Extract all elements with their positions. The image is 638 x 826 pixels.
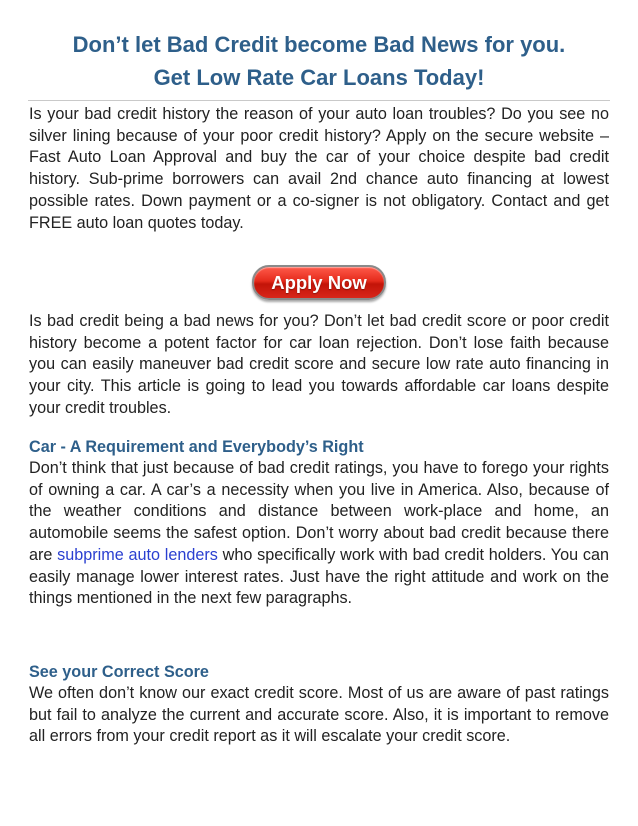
page-title <box>26 28 612 94</box>
intro-paragraph: Is your bad credit history the reason of your auto loan troubles? Do you see no silver lining because of your poor credit history? Apply on the secure website – Fast Auto Loan Approval and buy the car of your choice despite bad credit history. Sub-prime borrowers can avail 2nd chance auto financing at lowest possible rates. Down payment or a co-signer is not obligatory. Contact and get FREE auto loan quotes today. <box>29 105 609 232</box>
title-divider <box>28 100 610 101</box>
section-text-after-link: who specifically work with bad credit holders. You can easily manage lower interest rates. Just have the right attitude and work on the things mentioned in the next few paragraphs. <box>29 545 609 608</box>
section-paragraph-correct-score: We often don’t know our exact credit score. Most of us are aware of past ratings but fail to analyze the current and accurate score. Also, it is important to remove all errors from your credit report as it will escalate your credit score. <box>29 684 609 746</box>
title-line-1: Don’t let Bad Credit become Bad News for you. <box>72 32 566 57</box>
title-line-2: Get Low Rate Car Loans Today! <box>153 65 485 90</box>
section-text-before-link: Don’t think that just because of bad credit ratings, you have to forego your rights of owning a car. A car’s a necessity when you live in America. Also, because of the weather conditions and distance between work-place and home, an automobile seems the safest option. Don’t worry about bad credit because there are <box>29 459 609 564</box>
subprime-auto-lenders-link[interactable]: subprime auto lenders <box>57 545 218 564</box>
second-paragraph: Is bad credit being a bad news for you? Don’t let bad credit score or poor credit history become a potent factor for car loan rejection. Don’t lose faith because you can easily maneuver bad credit score and secure low rate auto financing in your city. This article is going to lead you towards affordable car loans despite your credit troubles. <box>29 312 609 417</box>
section-heading-car-requirement: Car - A Requirement and Everybody’s Right <box>29 438 364 456</box>
section-heading-correct-score: See your Correct Score <box>29 663 209 681</box>
section-paragraph-car-requirement <box>29 458 609 610</box>
apply-now-button[interactable]: Apply Now <box>252 265 386 300</box>
